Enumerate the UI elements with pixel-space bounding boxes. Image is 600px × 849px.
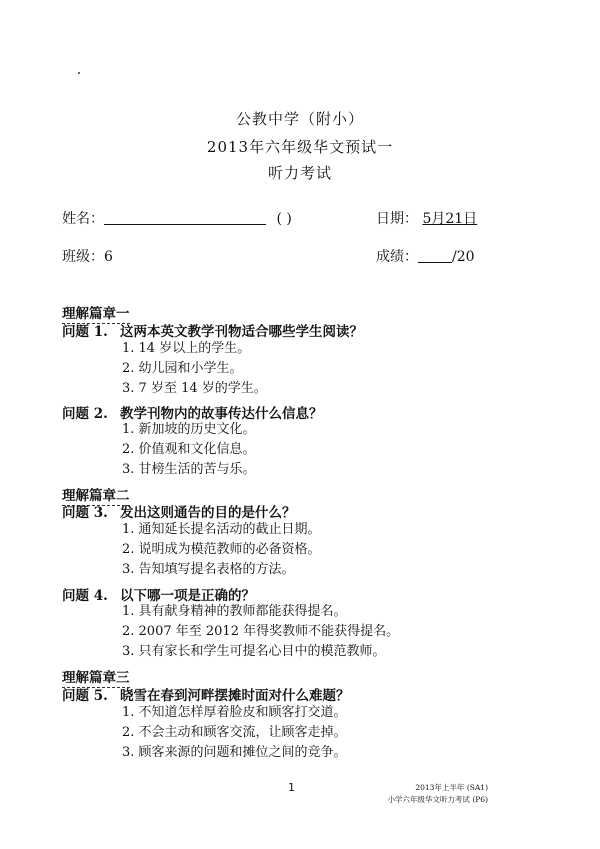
option: 3. 甘榜生活的苦与乐。 <box>122 462 256 477</box>
option: 3. 顾客来源的问题和摊位之间的竞争。 <box>122 745 347 760</box>
date-label: 日期： <box>376 211 418 227</box>
question-5 <box>62 684 350 704</box>
exam-subject: 听力考试 <box>267 164 332 182</box>
school-name: 公教中学（附小） <box>235 110 364 128</box>
question-text: 教学刊物内的故事传达什么信息？ <box>120 406 323 422</box>
question-text: 这两本英文教学刊物适合哪些学生阅读？ <box>120 324 363 340</box>
scan-speck <box>78 72 80 74</box>
option: 2. 不会主动和顾客交流，让顾客走掉。 <box>122 725 347 740</box>
option: 2. 价值观和文化信息。 <box>122 442 256 457</box>
option: 3. 只有家长和学生可提名心目中的模范教师。 <box>122 644 386 659</box>
option: 1. 不知道怎样厚着脸皮和顾客打交道。 <box>122 705 347 720</box>
score-field <box>376 246 475 266</box>
option: 1. 14 岁以上的学生。 <box>122 341 251 356</box>
question-3 <box>62 501 296 521</box>
options-q2 <box>122 420 256 480</box>
footer-term: 2013年上半年 (SA1) <box>415 783 488 792</box>
options-q5 <box>122 703 347 763</box>
question-text: 发出这则通告的目的是什么？ <box>120 505 296 521</box>
section-title: 理解篇章二 <box>62 484 130 506</box>
option: 3. 7 岁至 14 岁的学生。 <box>122 381 267 396</box>
option: 2. 说明成为模范教师的必备资格。 <box>122 542 321 557</box>
question-2 <box>62 402 323 422</box>
class-field: 班级：6 <box>62 249 113 265</box>
option: 2. 2007 年至 2012 年得奖教师不能获得提名。 <box>122 624 400 639</box>
question-number: 问题 5. <box>62 688 108 704</box>
question-number: 问题 3. <box>62 505 108 521</box>
question-1 <box>62 320 363 340</box>
date-field <box>376 208 477 228</box>
question-4 <box>62 584 255 604</box>
question-number: 问题 4. <box>62 588 108 604</box>
question-text: 晓雪在春到河畔摆摊时面对什么难题？ <box>120 688 350 704</box>
page-number: 1 <box>288 781 295 794</box>
footer-paper: 小学六年级华文听力考试 (P6) <box>387 795 488 804</box>
score-label: 成绩： <box>376 249 418 265</box>
score-total: /20 <box>452 249 475 265</box>
section-title: 理解篇章一 <box>62 302 130 324</box>
option: 2. 幼儿园和小学生。 <box>122 361 243 376</box>
exam-title: 2013年六年级华文预试一 <box>206 138 394 156</box>
name-field <box>62 208 292 228</box>
option: 3. 告知填写提名表格的方法。 <box>122 562 295 577</box>
option: 1. 通知延长提名活动的截止日期。 <box>122 522 321 537</box>
name-blank[interactable] <box>104 210 266 225</box>
date-value: 5月21日 <box>422 211 478 227</box>
name-paren: ( ) <box>276 211 292 227</box>
question-number: 问题 1. <box>62 324 108 340</box>
section-title: 理解篇章三 <box>62 666 130 688</box>
option: 1. 新加坡的历史文化。 <box>122 422 256 437</box>
name-label: 姓名： <box>62 211 104 227</box>
options-q4 <box>122 602 399 662</box>
options-q3 <box>122 520 321 580</box>
score-blank[interactable] <box>418 248 452 263</box>
question-number: 问题 2. <box>62 406 108 422</box>
question-text: 以下哪一项是正确的？ <box>120 588 255 604</box>
option: 1. 具有献身精神的教师都能获得提名。 <box>122 604 347 619</box>
options-q1 <box>122 339 267 399</box>
